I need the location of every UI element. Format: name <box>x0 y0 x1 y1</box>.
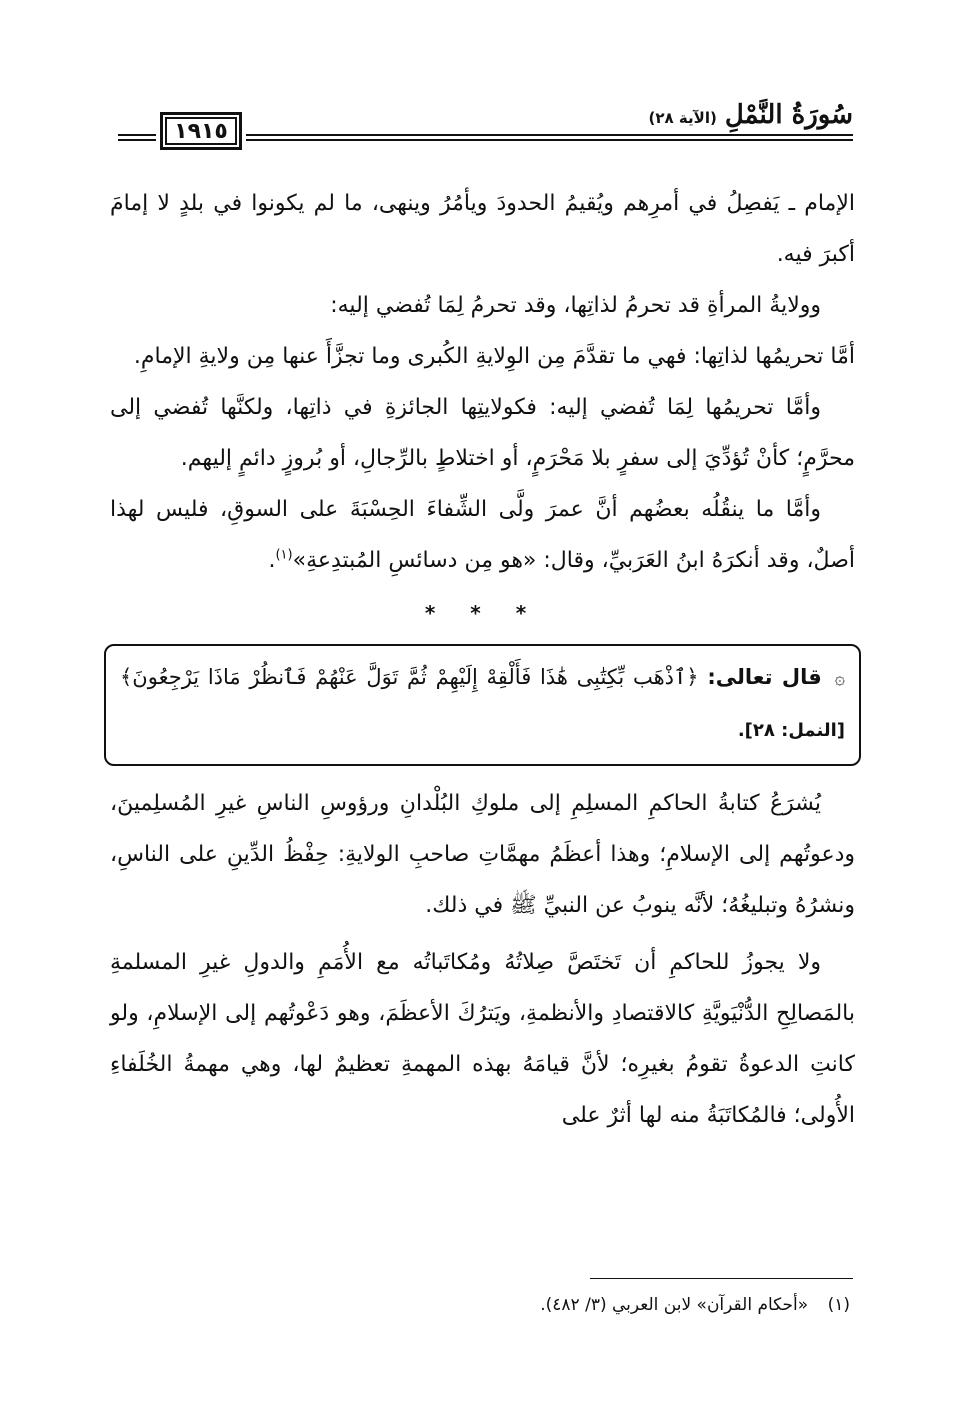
verse-box <box>104 644 861 766</box>
paragraph-text: وأمَّا ما ينقُلُه بعضُهم أنَّ عمرَ ولَّى الشِّفاءَ الحِسْبَةَ على السوقِ، فليس لهذا أصلٌ، وقد أنكرَهُ ابنُ العَرَبيِّ، وقال: «هو مِن دسائسِ المُبتدِعةِ» <box>110 497 855 573</box>
footnote-marker: (١) <box>275 547 293 563</box>
footnote <box>110 1290 850 1320</box>
paragraph-with-footnote <box>110 484 855 586</box>
footnote-text: «أحكام القرآن» لابن العربي (٣/ ٤٨٢). <box>540 1295 809 1315</box>
paragraph: الإمام ـ يَفصِلُ في أمرِهم ويُقيمُ الحدودَ ويأمُرُ وينهى، ما لم يكونوا في بلدٍ لا إمامَ أكبرَ فيه. <box>110 191 855 267</box>
ayah-reference: (الآية ٢٨) <box>648 109 717 127</box>
footnote-number: (١) <box>827 1295 850 1315</box>
verse-ornament-icon: ۞ <box>834 668 845 689</box>
paragraph: ولا يجوزُ للحاكمِ أن تَختَصَّ صِلاتُهُ ومُكاتَباتُه مع الأُمَمِ والدولِ غيرِ المسلمةِ بالمَصالِحِ الدُّنْيَويَّةِ كالاقتصادِ والأنظمةِ، ويَترُكَ الأعظَمَ، وهو دَعْوتُهم إلى الإسلامِ، ولو كانتِ الدعوةُ تقومُ بغيرِه؛ لأنَّ قيامَهُ بهذه المهمةِ تعظيمٌ لها، وهي مهمةُ الخُلَفاءِ الأُولى؛ فالمُكاتَبَةُ منه لها أثرٌ على <box>110 950 855 1128</box>
paragraph: وأمَّا تحريمُها لِمَا تُفضي إليه: فكولايتِها الجائزةِ في ذاتِها، ولكنَّها تُفضي إلى محرَّمٍ؛ كأنْ تُؤدِّيَ إلى سفرٍ بلا مَحْرَمٍ، أو اختلاطٍ بالرِّجالِ، أو بُروزٍ دائمٍ إليهم. <box>110 395 855 471</box>
verse-reference: [النمل: ٢٨]. <box>737 720 845 741</box>
surah-title <box>643 100 853 130</box>
header-rule-left <box>118 134 156 141</box>
paragraph-end: . <box>268 548 276 573</box>
section-separator: * * * <box>424 601 541 625</box>
surah-name: سُورَةُ النَّمْلِ <box>724 100 853 130</box>
page-header <box>118 98 853 158</box>
page-number: ١٩١٥ <box>160 112 242 150</box>
verse-lead: قال تعالى: <box>707 665 822 689</box>
paragraph: أمَّا تحريمُها لذاتِها: فهي ما تقدَّمَ مِن الوِلايةِ الكُبرى وما تجزَّأَ عنها مِن ولايةِ الإمامِ. <box>133 344 855 369</box>
paragraph: يُشرَعُ كتابةُ الحاكمِ المسلِمِ إلى ملوكِ البُلْدانِ ورؤوسِ الناسِ غيرِ المُسلِمينَ، ودعوتُهم إلى الإسلامِ؛ وهذا أعظَمُ مهمَّاتِ صاحبِ الولايةِ: حِفْظُ الدِّينِ على الناسِ، ونشرُهُ وتبليغُهُ؛ لأنَّه ينوبُ عن النبيِّ ﷺ في ذلك. <box>110 791 855 918</box>
quran-verse: ﴿ٱذْهَب بِّكِتَٰبِى هَٰذَا فَأَلْقِهْ إِلَيْهِمْ ثُمَّ تَوَلَّ عَنْهُمْ فَٱنظُرْ مَاذَا يَرْجِعُونَ﴾ <box>120 665 699 689</box>
header-rule-right <box>246 134 853 141</box>
main-text <box>110 178 855 1141</box>
paragraph: وولايةُ المرأةِ قد تحرمُ لذاتِها، وقد تحرمُ لِمَا تُفضي إليه: <box>330 293 821 318</box>
footnote-rule <box>590 1278 853 1279</box>
